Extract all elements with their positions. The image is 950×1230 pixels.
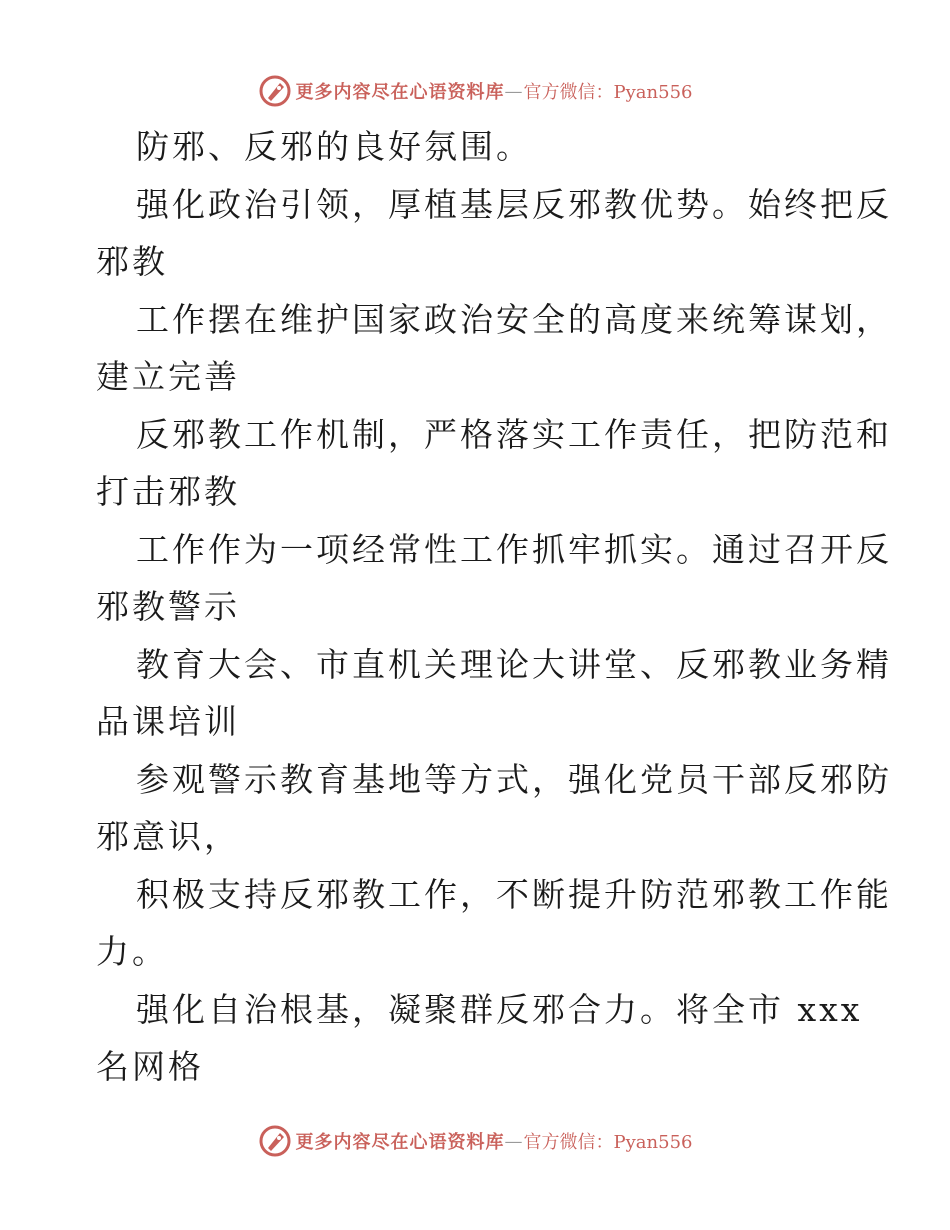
paragraph-line: 积极支持反邪教工作，不断提升防范邪教工作能 — [136, 874, 892, 914]
paragraph-line: 教育大会、市直机关理论大讲堂、反邪教业务精 — [136, 644, 892, 684]
banner-contact-text: 官方微信：Pyan556 — [523, 82, 693, 103]
paragraph-line: 反邪教工作机制，严格落实工作责任，把防范和 — [136, 414, 892, 454]
paragraph-line: 工作摆在维护国家政治安全的高度来统筹谋划， — [136, 299, 892, 339]
banner-dash: — — [504, 80, 524, 102]
paragraph-line: 名网格 — [96, 1047, 204, 1086]
paragraph-line: 工作作为一项经常性工作抓牢抓实。通过召开反 — [136, 529, 892, 569]
banner-dash: — — [504, 1130, 524, 1152]
banner-main-text: 更多内容尽在心语资料库 — [295, 1132, 505, 1153]
paragraph-line: 建立完善 — [96, 357, 240, 396]
footer-banner — [0, 1121, 950, 1161]
paragraph-line: 参观警示教育基地等方式，强化党员干部反邪防 — [136, 759, 892, 799]
paragraph-line: 防邪、反邪的良好氛围。 — [136, 127, 532, 166]
paragraph-line: 邪教 — [96, 242, 168, 281]
paragraph-line: 邪意识， — [96, 817, 240, 856]
banner-main-text: 更多内容尽在心语资料库 — [295, 82, 505, 103]
document-body — [96, 118, 892, 1096]
paragraph-line: 力。 — [96, 932, 168, 971]
pen-nib-logo-icon — [258, 74, 292, 108]
header-banner — [0, 71, 950, 111]
paragraph-line: 强化政治引领，厚植基层反邪教优势。始终把反 — [136, 184, 892, 224]
paragraph-line: 打击邪教 — [96, 472, 240, 511]
paragraph-line: 强化自治根基，凝聚群反邪合力。将全市 xxx — [136, 989, 863, 1029]
paragraph-line: 品课培训 — [96, 702, 240, 741]
paragraph-line: 邪教警示 — [96, 587, 240, 626]
banner-contact-text: 官方微信：Pyan556 — [523, 1132, 693, 1153]
pen-nib-logo-icon — [258, 1124, 292, 1158]
